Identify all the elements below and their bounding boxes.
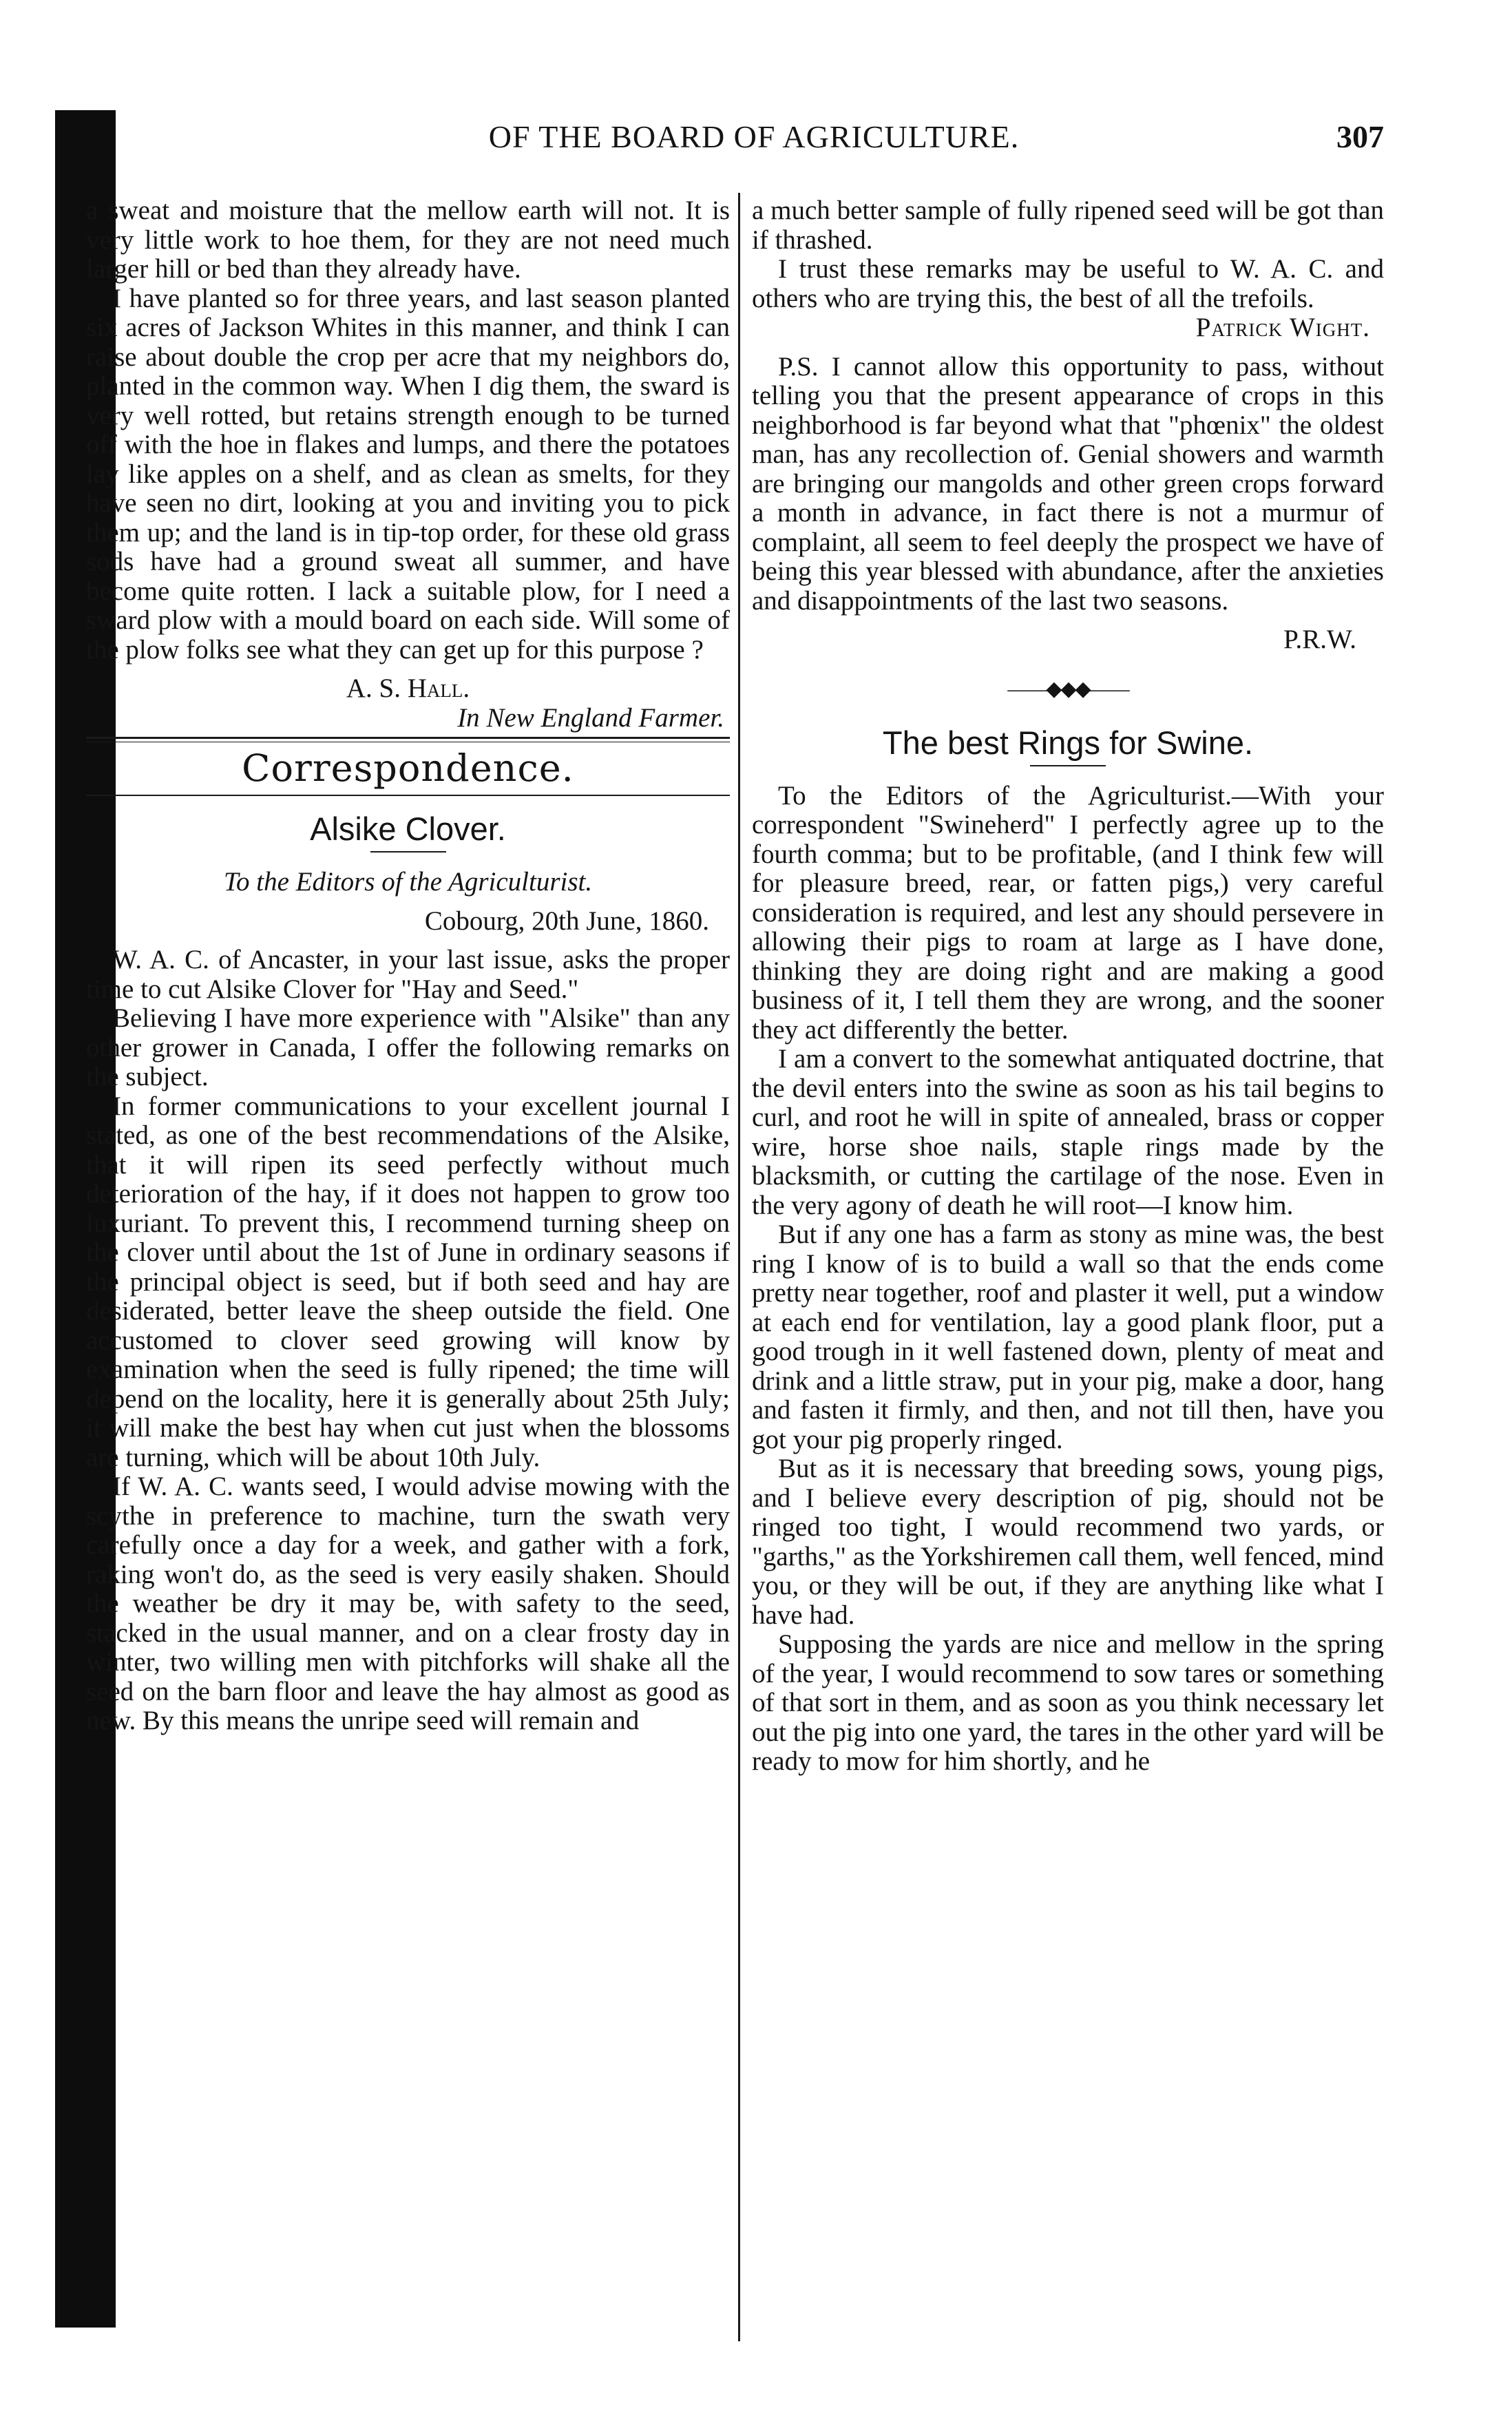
signature: Patrick Wight. [1195,313,1370,342]
section-rule [86,795,730,796]
left-column [86,196,730,1736]
paragraph: Supposing the yards are nice and mellow in the spring of the year, I would recommend to sow tares or something of that sort in them, and as soon as you think necessary let out the pig into one yard, the tares in the other yard will be ready to mow for him shortly, and he [752,1629,1384,1776]
paragraph: If W. A. C. wants seed, I would advise mowing with the scythe in preference to machine, turn the swath very carefully once a day for a week, and gather with a fork, raking won't do, as the seed is very easily shaken. Should the weather be dry it may be, with safety to the seed, stacked in the usual manner, and on a clear frosty day in winter, two willing men with pitchforks will shake all the seed on the barn floor and leave the hay almost as good as new. By this means the unripe seed will remain and [86,1472,730,1735]
paragraph: But as it is necessary that breeding sows, young pigs, and I believe every description of pig, should not be ringed too tight, I would recommend two yards, or "garths," as the Yorkshiremen call them, well fenced, mind you, or they will be out, if they are anything like what I have had. [752,1454,1384,1630]
section-rule [86,737,730,742]
heading-rule [370,851,446,853]
page-number: 307 [1336,119,1384,154]
article-heading: Alsike Clover. [310,811,506,847]
signature: A. S. Hall. [346,673,470,703]
paragraph: W. A. C. of Ancaster, in your last issue, asks the proper time to cut Alsike Clover for "Hay and Seed." [86,945,730,1004]
divider-ornament [752,676,1384,703]
dateline: Cobourg, 20th June, 1860. [424,906,709,936]
running-header [124,118,1384,163]
salutation: To the Editors of the Agriculturist. [223,867,593,897]
paragraph: In former communications to your excellent journal I stated, as one of the best recommendations of the Alsike, that it will ripen its seed perfectly without much deterioration of the hay, if it does not happen to grow too luxuriant. To prevent this, I recommend turning sheep on the clover until about the 1st of June in ordinary seasons if the principal object is seed, but if both seed and hay are desiderated, better leave the sheep outside the field. One accustomed to clover seed growing will know by examination when the seed is fully ripened; the time will depend on the locality, here it is generally about 25th July; it will make the best hay when cut just when the blossoms are turning, which will be about 10th July. [86,1091,730,1472]
paragraph: a sweat and moisture that the mellow earth will not. It is very little work to hoe them, for they are not need much larger hill or bed than they already have. [86,196,730,284]
paragraph: I am a convert to the somewhat antiquated doctrine, that the devil enters into the swine as soon as his tail begins to curl, and root he will in spite of annealed, brass or copper wire, horse shoe nails, staple rings made by the blacksmith, or cutting the cartilage of the nose. Even in the very agony of death he will root—I know him. [752,1044,1384,1220]
column-rule [738,193,740,2341]
paragraph: But if any one has a farm as stony as mine was, the best ring I know of is to build a wall so that the ends come pretty near together, roof and plaster it well, put a window at each end for ventilation, lay a good plank floor, put a good trough in it well fastened down, plenty of meat and drink and a little straw, put in your pig, make a door, hang and fasten it firmly, and then, and not till then, have you got your pig properly ringed. [752,1220,1384,1454]
paragraph: a much better sample of fully ripened seed will be got than if thrashed. [752,196,1384,255]
section-title: Correspondence. [242,746,574,790]
heading-rule [1030,765,1106,766]
postscript: P.S. I cannot allow this opportunity to pass, without telling you that the present appearance of crops in this neighborhood is far beyond what that "phœnix" the oldest man, has any recollection of. Genial showers and warmth are bringing our mangolds and other green crops forward a month in advance, in fact there is not a murmur of complaint, all seem to feel deeply the prospect we have of being this year blessed with abundance, after the anxieties and disappointments of the last two seasons. [752,351,1384,616]
paragraph: To the Editors of the Agriculturist.—With your correspondent "Swineherd" I perfectly agree up to the fourth comma; but to be profitable, (and I think few will for pleasure breed, rear, or fatten pigs,) very careful consideration is required, and lest any should persevere in allowing their pigs to roam at large as I have done, thinking they are doing right and are making a good business of it, I tell them they are wrong, and the sooner they act differently the better. [752,780,1384,1045]
article-heading: The best Rings for Swine. [882,724,1254,761]
signature: P.R.W. [1283,625,1356,654]
running-title: OF THE BOARD OF AGRICULTURE. [488,119,1020,154]
right-column [752,196,1384,1777]
paragraph: I have planted so for three years, and last season planted six acres of Jackson Whites in this manner, and think I can raise about double the crop per acre that my neighbors do, planted in the common way. When I dig them, the sward is very well rotted, but retains strength enough to be turned off with the hoe in flakes and lumps, and there the potatoes lay like apples on a shelf, and as clean as smelts, for they have seen no dirt, looking at you and inviting you to pick them up; and the land is in tip-top order, for these old grass sods have had a ground sweat all summer, and have become quite rotten. I lack a suitable plow, for I need a sward plow with a mould board on each side. Will some of the plow folks see what they can get up for this purpose ? [86,283,730,665]
signature-source: In New England Farmer. [457,702,724,733]
paragraph: Believing I have more experience with "Alsike" than any other grower in Canada, I offer the following remarks on the subject. [86,1003,730,1091]
paragraph: I trust these remarks may be useful to W. A. C. and others who are trying this, the best of all the trefoils. [752,254,1384,313]
